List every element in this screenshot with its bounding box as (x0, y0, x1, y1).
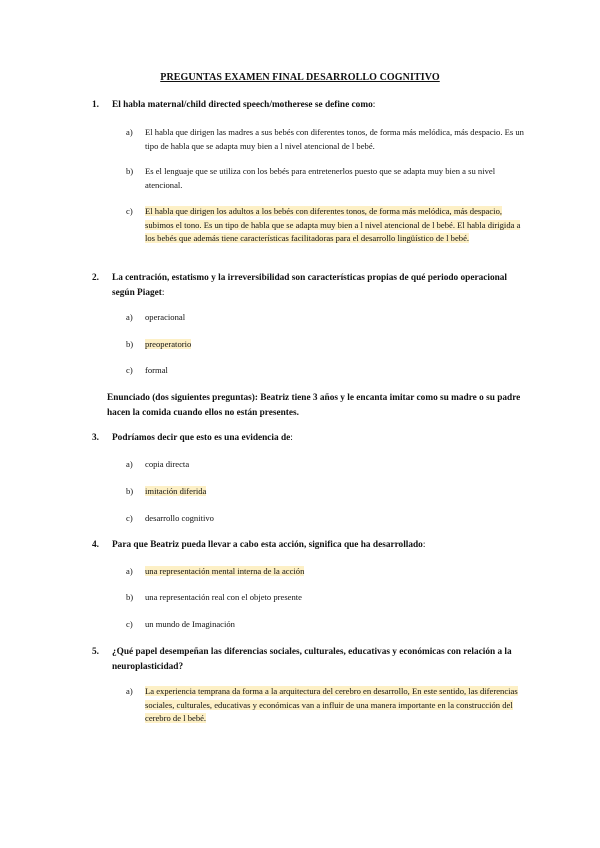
option-2a (126, 311, 526, 325)
question-text: El habla maternal/child directed speech/motherese se define como (112, 100, 373, 110)
option-letter: b) (126, 486, 134, 496)
option-text-highlighted: imitación diferida (145, 486, 207, 496)
question-number: 5. (92, 647, 99, 657)
question-4 (92, 538, 512, 553)
option-3b (126, 485, 526, 499)
option-letter: a) (126, 459, 133, 469)
option-1a (126, 126, 526, 153)
question-number: 2. (92, 273, 99, 283)
question-text: Para que Beatriz pueda llevar a cabo esta acción, significa que ha desarrollado (112, 540, 423, 550)
question-suffix: : (422, 540, 426, 550)
option-letter: b) (126, 339, 134, 349)
option-letter: a) (126, 127, 133, 137)
option-4c (126, 618, 526, 632)
option-letter: a) (126, 312, 133, 322)
question-2 (92, 271, 512, 301)
question-suffix: : (372, 100, 376, 110)
question-number: 1. (92, 100, 99, 110)
option-text: copia directa (145, 459, 190, 469)
option-text: Es el lenguaje que se utiliza con los bebés para entretenerlos puesto que se adapta muy bien a su nivel atencional. (145, 166, 496, 190)
statement: Enunciado (dos siguientes preguntas): Beatriz tiene 3 años y le encanta imitar como su madre o su padre hacen la comida cuando ellos no están presentes. (107, 393, 521, 418)
option-text: desarrollo cognitivo (145, 513, 214, 523)
option-1b (126, 165, 526, 192)
question-3 (92, 431, 512, 446)
option-1c (126, 205, 526, 246)
option-letter: c) (126, 365, 133, 375)
option-text-highlighted: La experiencia temprana da forma a la arquitectura del cerebro en desarrollo, En este sentido, las diferencias sociales, culturales, educativas y económicas van a influir de una manera importante en la construcción del cerebro de l bebé. (145, 686, 518, 723)
option-text-highlighted: preoperatorio (145, 339, 192, 349)
option-letter: c) (126, 206, 133, 216)
option-2c (126, 364, 526, 378)
question-suffix: : (161, 288, 165, 298)
option-4b (126, 591, 526, 605)
question-text: ¿Qué papel desempeñan las diferencias sociales, culturales, educativas y económicas con relación a la neuroplasticidad? (112, 647, 512, 672)
question-text: Podríamos decir que esto es una evidencia de (112, 433, 291, 443)
option-letter: a) (126, 566, 133, 576)
option-text-highlighted: El habla que dirigen los adultos a los bebés con diferentes tonos, de forma más melódica, más despacio, subimos el tono. Es un tipo de habla que se adapta muy bien a l nivel atencional de l bebé. El habla dirigida a los bebés que además tiene características facilitadoras para el desarrollo lingüístico de l bebé. (145, 206, 521, 243)
option-text-highlighted: una representación mental interna de la acción (145, 566, 305, 576)
option-letter: c) (126, 513, 133, 523)
option-letter: c) (126, 619, 133, 629)
option-2b (126, 338, 526, 352)
option-3c (126, 512, 526, 526)
question-suffix: : (290, 433, 293, 443)
question-number: 3. (92, 433, 99, 443)
option-3a (126, 458, 526, 472)
question-text: La centración, estatismo y la irreversibilidad son características propias de qué periodo operacional según Piaget (112, 273, 507, 298)
option-text: formal (145, 365, 168, 375)
option-text: El habla que dirigen las madres a sus bebés con diferentes tonos, de forma más melódica, más despacio. Es un tipo de habla que se adapta muy bien a l nivel atencional de l bebé. (145, 127, 524, 151)
option-text: operacional (145, 312, 186, 322)
option-text: un mundo de Imaginación (145, 619, 235, 629)
question-5 (92, 645, 512, 675)
option-5a (126, 685, 526, 726)
option-text: una representación real con el objeto presente (145, 592, 302, 602)
option-letter: b) (126, 166, 134, 176)
option-letter: a) (126, 686, 133, 696)
question-number: 4. (92, 540, 99, 550)
option-letter: b) (126, 592, 134, 602)
question-1 (92, 98, 512, 113)
option-4a (126, 565, 526, 579)
document-title: PREGUNTAS EXAMEN FINAL DESARROLLO COGNITIVO (160, 72, 440, 83)
